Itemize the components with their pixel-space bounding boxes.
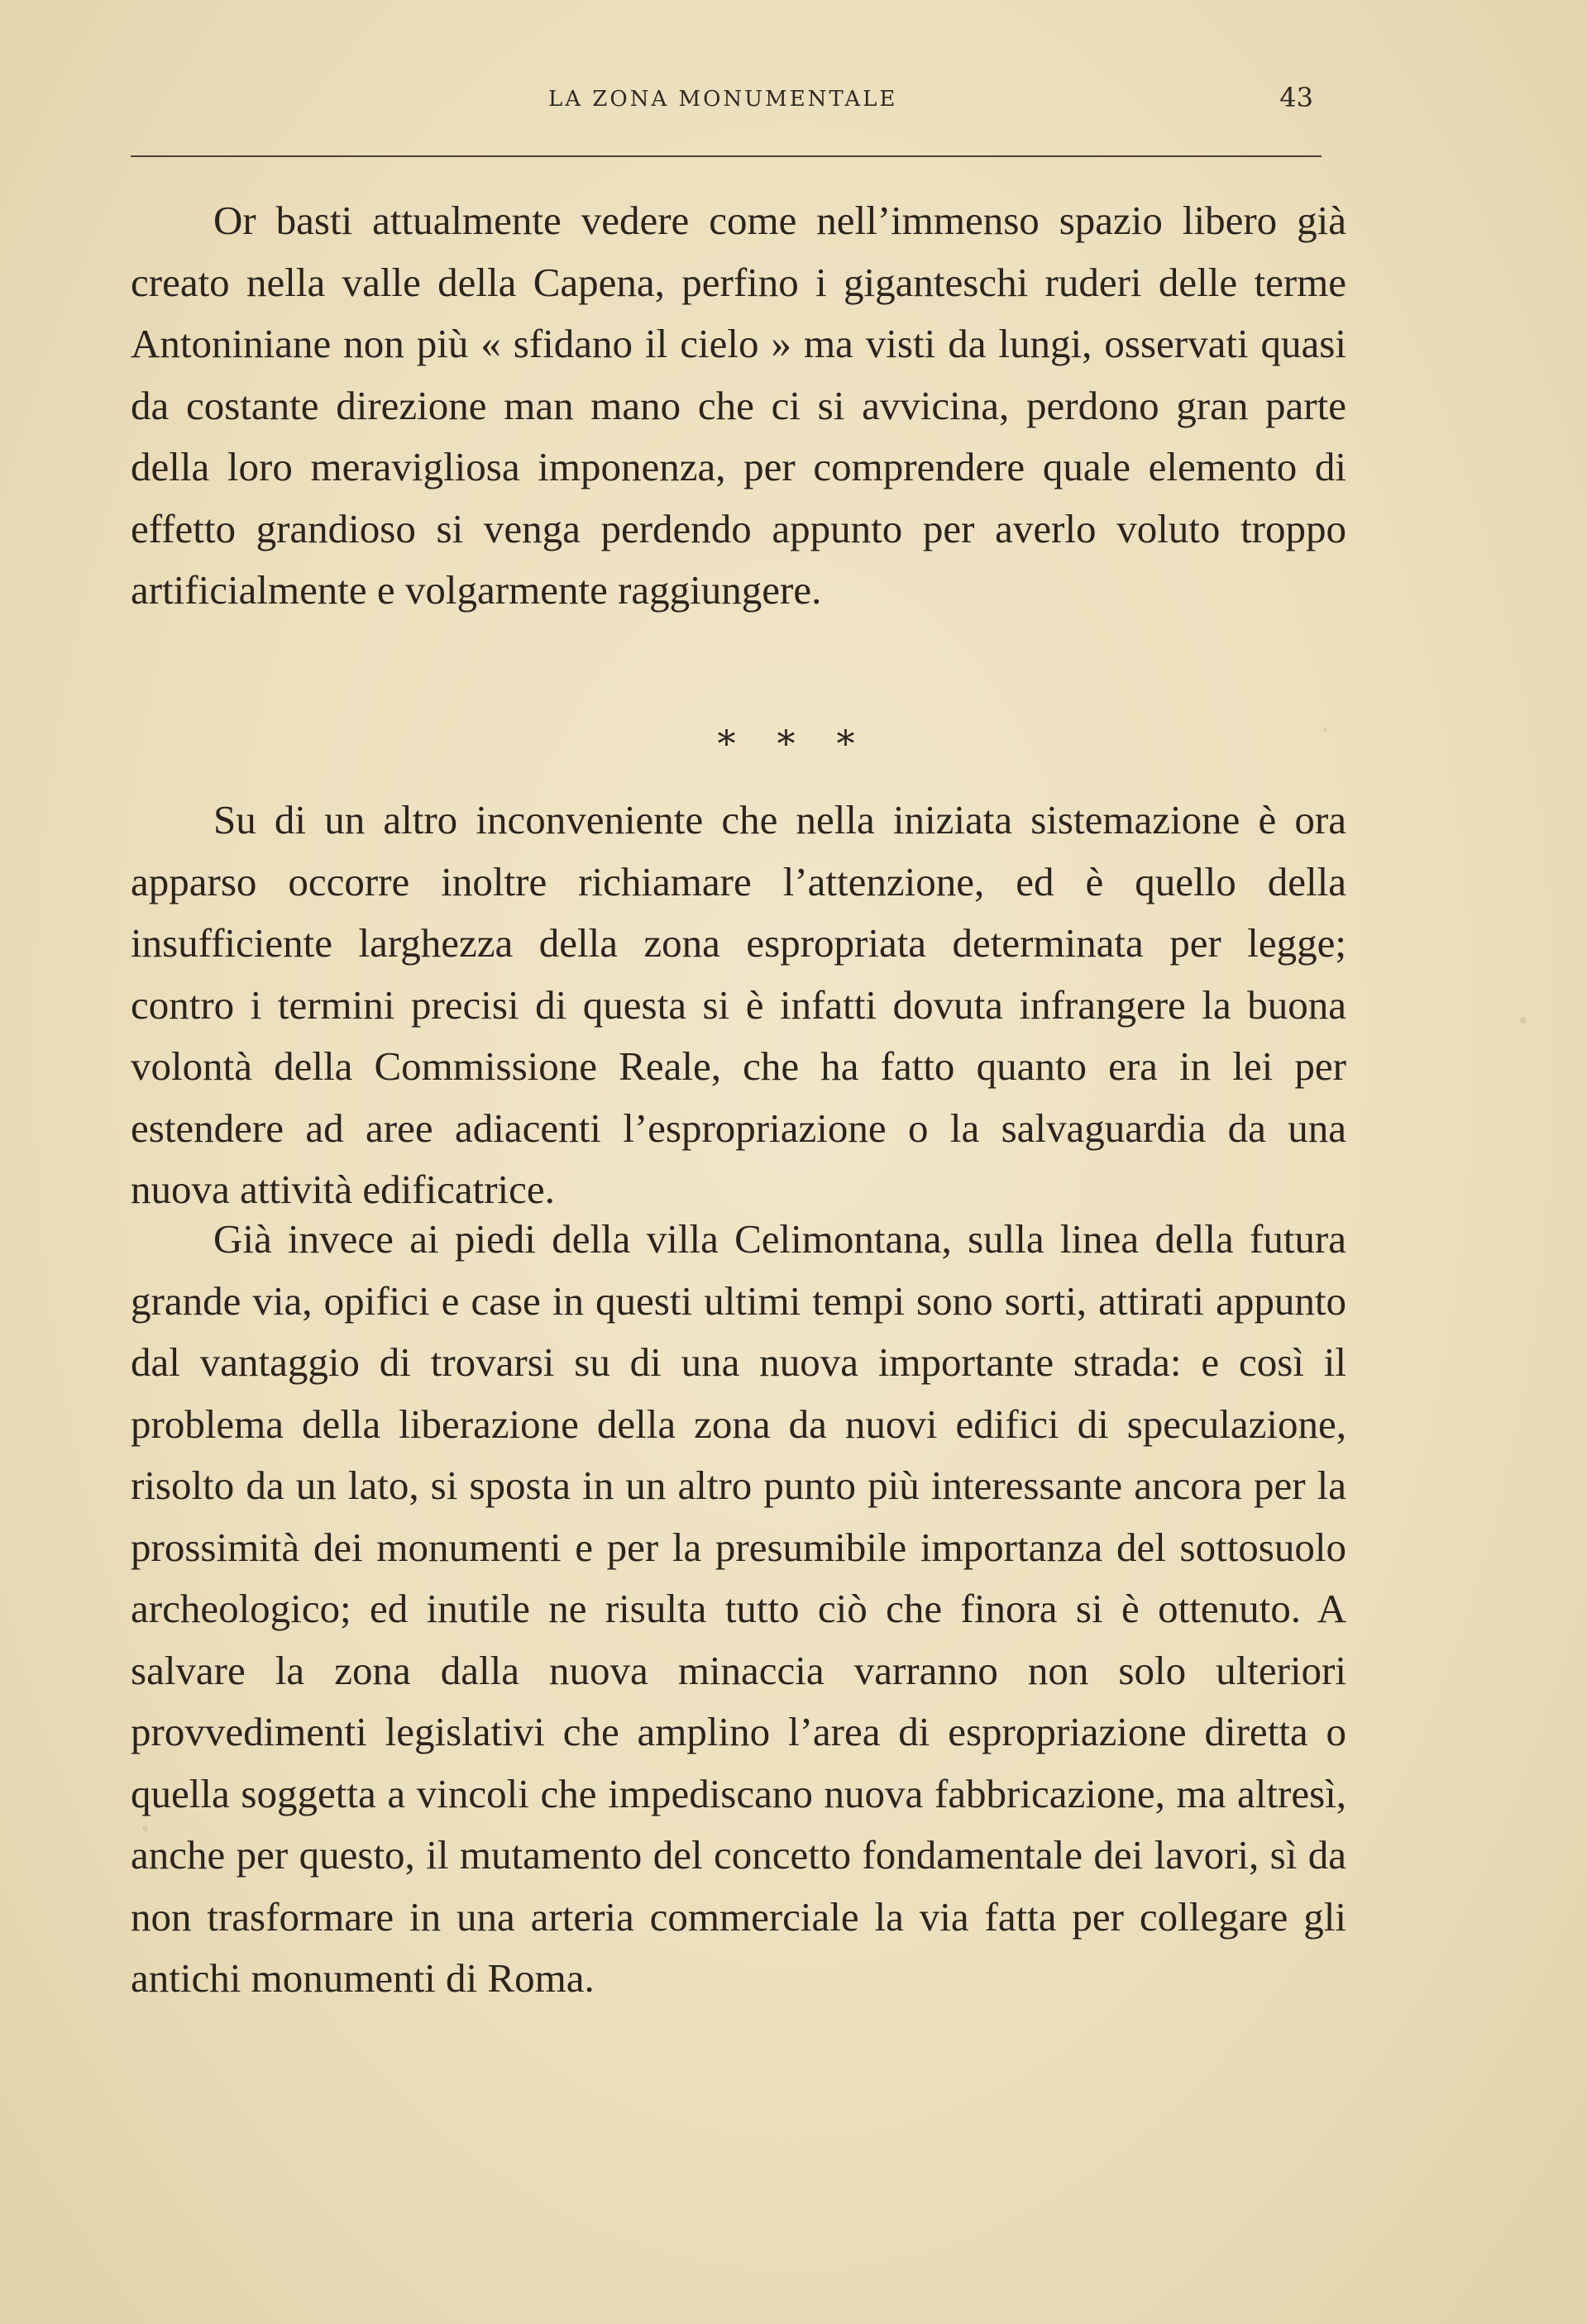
paper-spot xyxy=(1323,728,1327,732)
paragraph-1-block xyxy=(131,190,1346,622)
page-header xyxy=(131,79,1322,128)
header-rule xyxy=(131,155,1322,157)
page-number: 43 xyxy=(1279,82,1313,113)
paragraph-2: Su di un altro inconveniente che nella iniziata sistemazione è ora apparso occorre inoltre richiamare l’attenzione, ed è quello della insufficiente larghezza della zona espropriata determinata per legge; contro i termini precisi di questa si è infatti dovuta infrangere la buona volontà della Commissione Reale, che ha fatto quanto era in lei per estendere ad aree adiacenti l’espropriazione o la salvaguardia da una nuova attività edificatrice. xyxy=(131,797,1346,1212)
paragraph-3-block xyxy=(131,1209,1346,2010)
running-head: LA ZONA MONUMENTALE xyxy=(548,87,898,112)
paper-spot xyxy=(1520,1017,1527,1024)
paragraph-2-block xyxy=(131,790,1346,1221)
paragraph-3: Già invece ai piedi della villa Celimontana, sulla linea della futura grande via, opifici e case in questi ultimi tempi sono sorti, attirati appunto dal vantaggio di trovarsi su di una nuova importante strada: e così il problema della liberazione della zona da nuovi edifici di speculazione, risolto da un lato, si sposta in un altro punto più interessante ancora per la prossimità dei monumenti e per la presumibile importanza del sottosuolo archeologico; ed inutile ne risulta tutto ciò che finora si è ottenuto. A salvare la zona dalla nuova minaccia varranno non solo ulteriori provvedimenti legislativi che amplino l’area di espropriazione diretta o quella soggetta a vincoli che impediscano nuova fabbricazione, ma altresì, anche per questo, il mutamento del concetto fondamentale dei lavori, sì da non trasformare in una arteria commerciale la via fatta per collegare gli antichi monumenti di Roma. xyxy=(131,1216,1346,2001)
paper-spot xyxy=(142,1825,148,1831)
section-separator: * * * xyxy=(717,723,870,766)
paragraph-1: Or basti attualmente vedere come nell’immenso spazio libero già creato nella valle della Capena, perfino i giganteschi ruderi delle terme Antoniniane non più « sfidano il cielo » ma visti da lungi, osservati quasi da costante direzione man mano che ci si avvicina, perdono gran parte della loro meravigliosa imponenza, per comprendere quale elemento di effetto grandioso si venga perdendo appunto per averlo voluto troppo artificialmente e volgarmente raggiungere. xyxy=(131,198,1346,613)
